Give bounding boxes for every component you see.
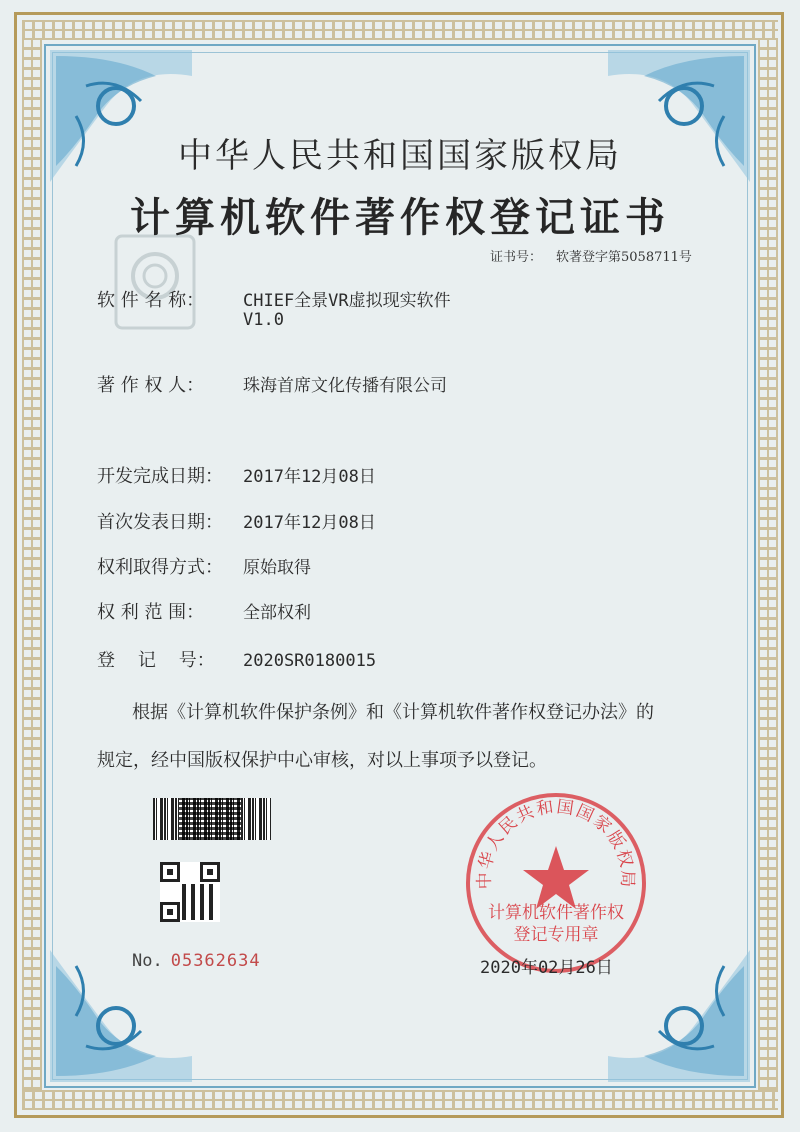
statement-line-1: 根据《计算机软件保护条例》和《计算机软件著作权登记办法》的 — [132, 702, 654, 723]
official-seal-icon — [463, 790, 649, 976]
serial-label: No. — [132, 951, 163, 971]
cert-no-value: 软著登字第5058711号 — [556, 250, 692, 265]
dev-date-label: 开发完成日期： — [97, 466, 223, 487]
qr-code — [160, 862, 220, 922]
registration-label: 登 记 号： — [97, 650, 215, 671]
scope-label: 权 利 范 围： — [97, 602, 205, 623]
cert-no-label: 证书号： — [490, 250, 543, 265]
watermark-emblem-icon — [112, 232, 198, 332]
dev-date-value: 2017年12月08日 — [243, 467, 376, 487]
certificate-number — [490, 246, 706, 265]
acquire-row — [97, 553, 311, 579]
registration-row — [97, 646, 376, 672]
barcode — [153, 798, 271, 840]
software-name-label: 软 件 名 称： — [97, 290, 205, 311]
seal-text-line-2: 登记专用章 — [513, 925, 599, 945]
pub-date-row — [97, 508, 376, 534]
acquire-label: 权利取得方式： — [97, 557, 223, 578]
dev-date-row — [97, 462, 376, 488]
serial-value: 05362634 — [170, 951, 261, 971]
scope-row — [97, 598, 311, 624]
issue-date: 2020年02月26日 — [480, 958, 613, 978]
owner-label: 著 作 权 人： — [97, 375, 205, 396]
software-version: V1.0 — [243, 310, 284, 330]
software-name-value: CHIEF全景VR虚拟现实软件 — [243, 291, 451, 311]
meander-border-bottom — [22, 1090, 778, 1110]
pub-date-label: 首次发表日期： — [97, 512, 223, 533]
scope-value: 全部权利 — [243, 603, 311, 623]
owner-row — [97, 371, 447, 397]
issuer-heading: 中华人民共和国国家版权局 — [178, 136, 622, 176]
pub-date-value: 2017年12月08日 — [243, 513, 376, 533]
statement-line-2: 规定，经中国版权保护中心审核，对以上事项予以登记。 — [97, 750, 547, 771]
software-name-row — [97, 286, 451, 330]
meander-border-top — [22, 20, 778, 40]
seal-text-line-1: 计算机软件著作权 — [488, 903, 624, 923]
certificate-title: 计算机软件著作权登记证书 — [130, 194, 670, 241]
serial-number — [132, 951, 261, 971]
owner-value: 珠海首席文化传播有限公司 — [243, 376, 447, 396]
svg-text:中华人民共和国国家版权局: 中华人民共和国国家版权局 — [474, 797, 638, 890]
registration-value: 2020SR0180015 — [243, 651, 377, 671]
acquire-value: 原始取得 — [243, 558, 311, 578]
